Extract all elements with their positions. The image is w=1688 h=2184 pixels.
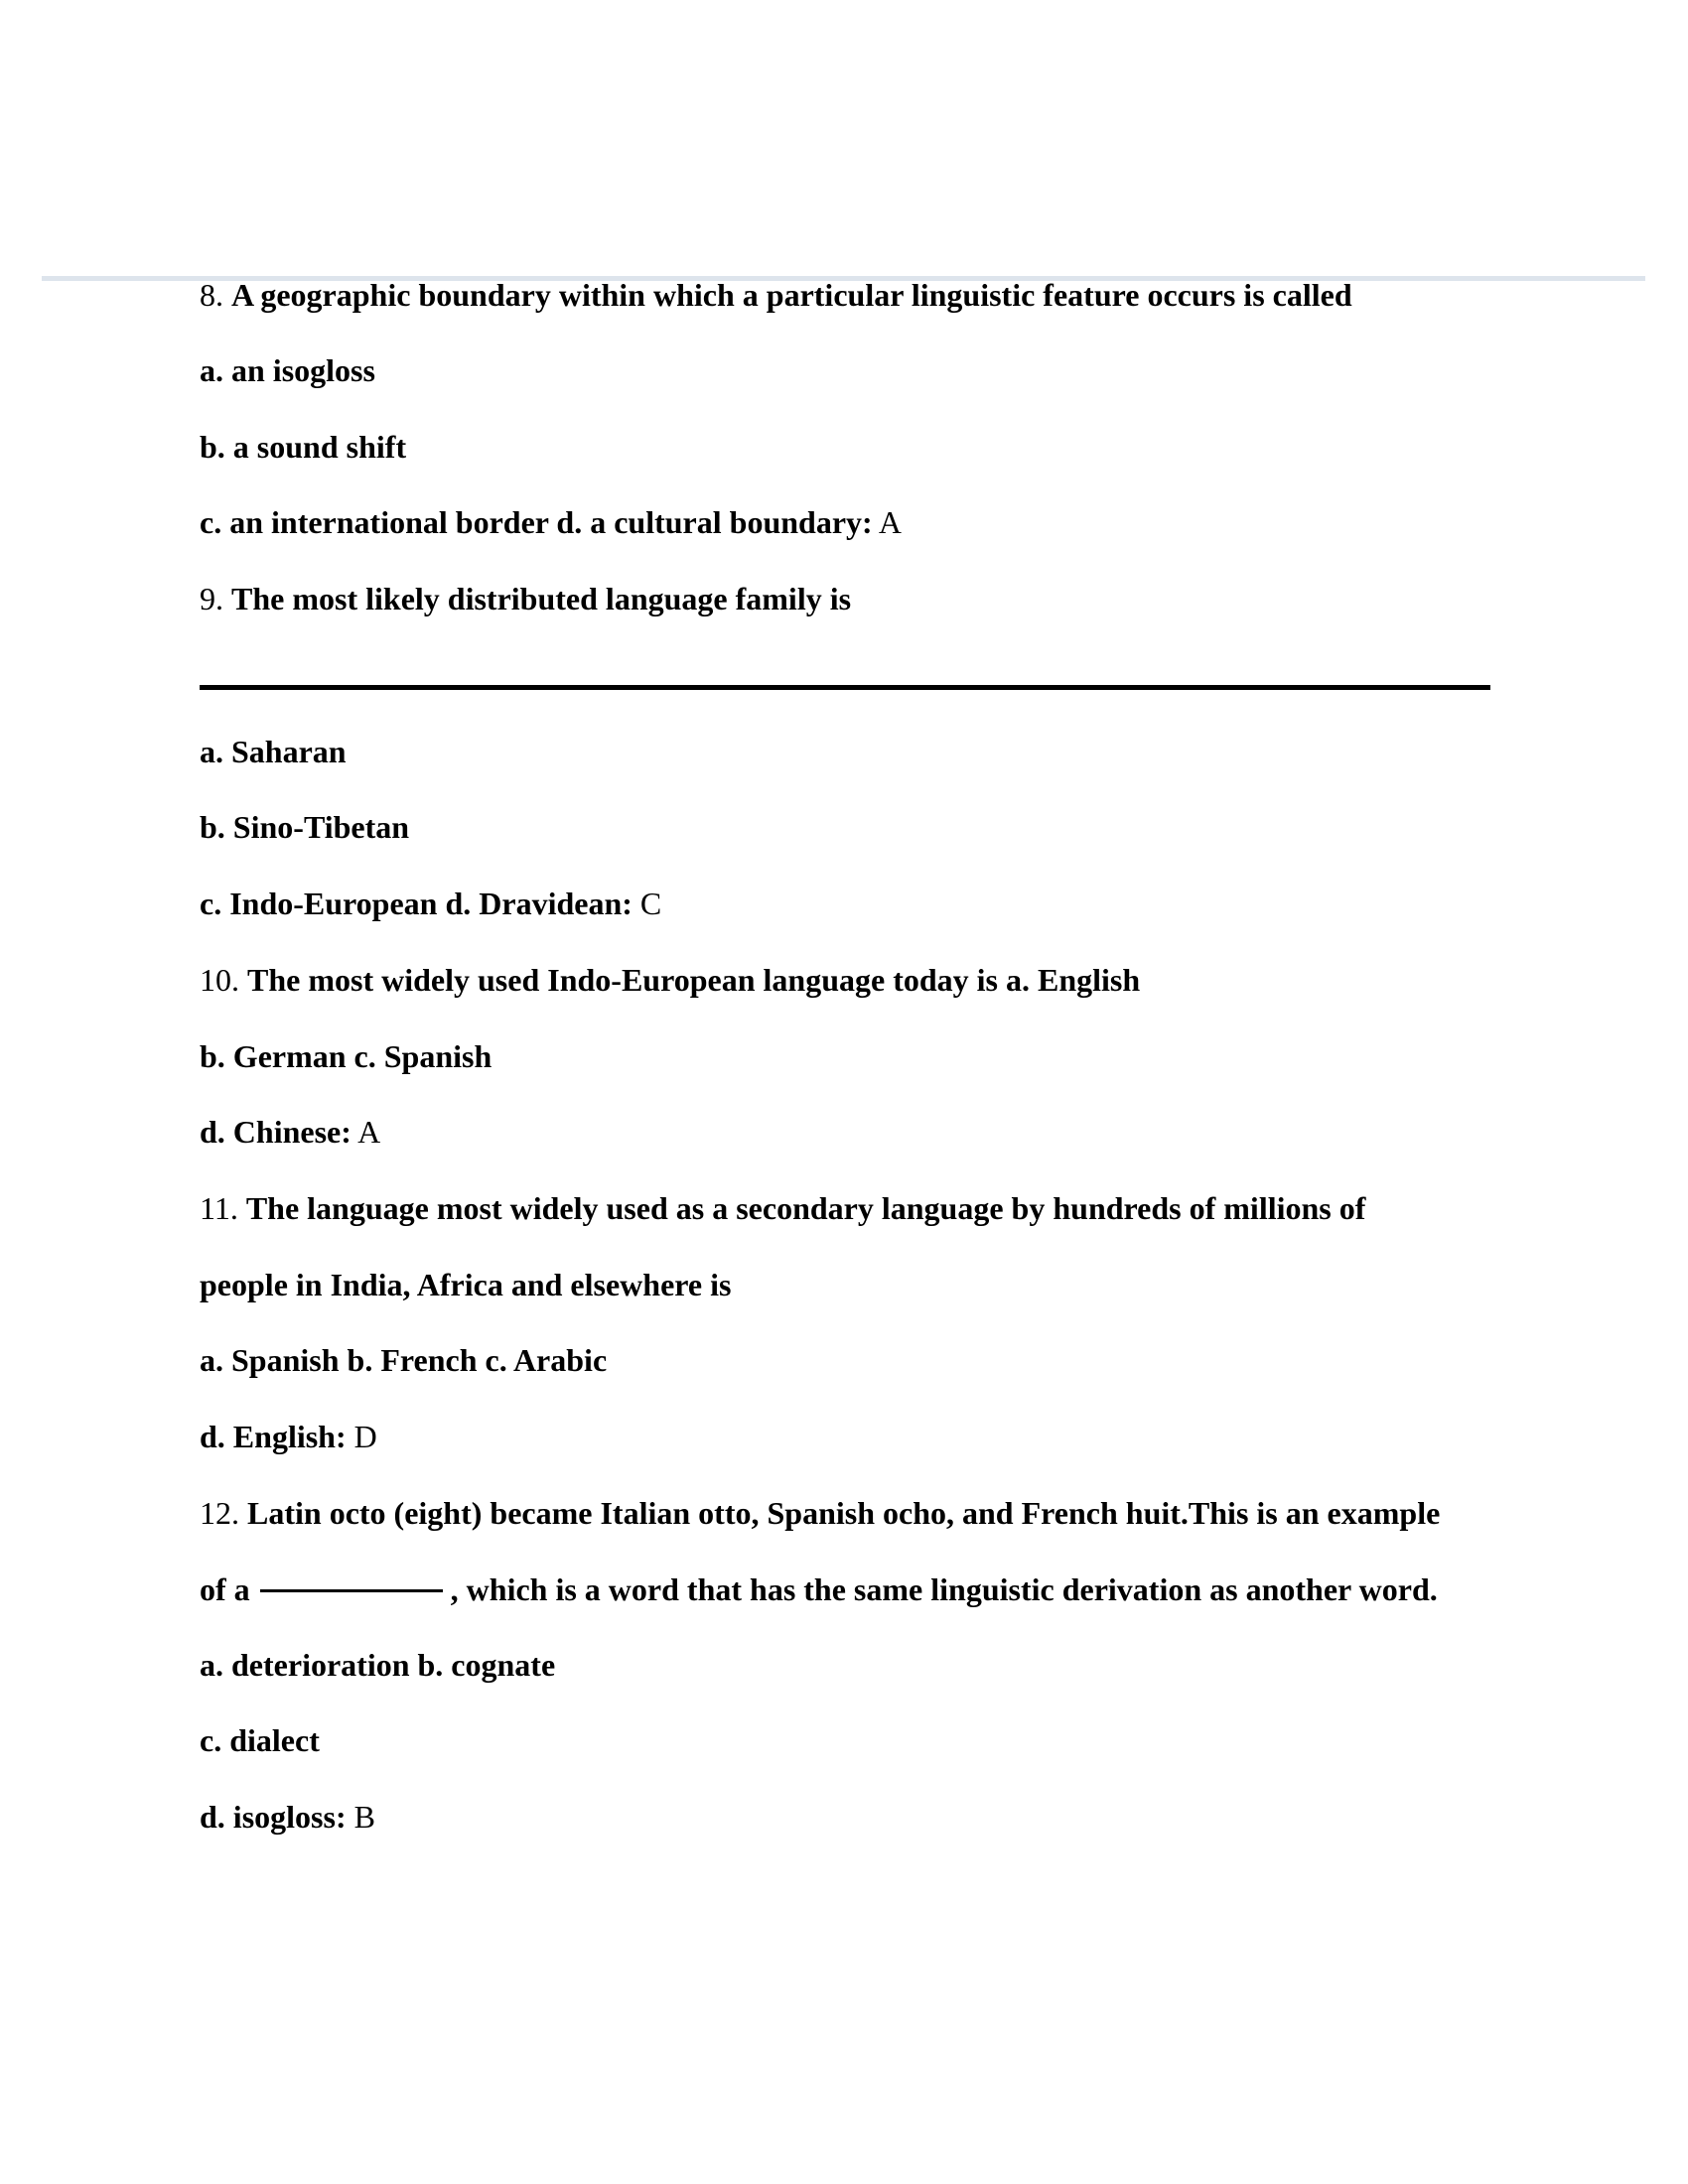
- question-9-stem: [200, 579, 851, 618]
- question-8-options-cd-text: c. an international border d. a cultural boundary:: [200, 504, 873, 540]
- question-10-option-d: [200, 1112, 380, 1152]
- question-9-options-cd: [200, 884, 661, 923]
- question-11-number: 11.: [200, 1190, 238, 1226]
- question-10-option-d-text: d. Chinese:: [200, 1114, 352, 1150]
- question-11-option-d-text: d. English:: [200, 1419, 347, 1454]
- question-12-text-post-blank: , which is a word that has the same linguistic derivation as another word.: [450, 1571, 1438, 1607]
- question-12-number: 12.: [200, 1495, 239, 1531]
- answer-blank-line: [200, 685, 1490, 690]
- question-11-answer: D: [353, 1419, 377, 1454]
- question-8-answer: A: [878, 504, 903, 540]
- question-10-number: 10.: [200, 962, 239, 998]
- question-8-text: A geographic boundary within which a particular linguistic feature occurs is called: [231, 277, 1352, 313]
- question-9-options-cd-text: c. Indo-European d. Dravidean:: [200, 886, 633, 921]
- question-11-stem: [200, 1188, 1365, 1228]
- question-11-options-abc: a. Spanish b. French c. Arabic: [200, 1342, 608, 1378]
- question-12-text-pre-blank: of a: [200, 1571, 250, 1607]
- question-12-text-line-2: [200, 1570, 1438, 1609]
- question-11-text-line-2: people in India, Africa and elsewhere is: [200, 1267, 732, 1302]
- question-12-option-d-text: d. isogloss:: [200, 1799, 347, 1835]
- question-12-answer: B: [353, 1799, 375, 1835]
- question-10-options-bc: b. German c. Spanish: [200, 1038, 492, 1074]
- question-9-answer: C: [639, 886, 662, 921]
- question-10-stem: [200, 960, 1140, 1000]
- question-8-options-cd: [200, 502, 902, 542]
- question-11-option-d: [200, 1417, 377, 1456]
- question-8-option-a: a. an isogloss: [200, 352, 375, 388]
- question-9-option-b: b. Sino-Tibetan: [200, 809, 410, 845]
- question-12-text-line-1: Latin octo (eight) became Italian otto, Spanish ocho, and French huit.This is an example: [247, 1495, 1441, 1531]
- question-8-stem: [200, 275, 1352, 315]
- question-12-option-c: c. dialect: [200, 1722, 320, 1758]
- question-8-option-b: b. a sound shift: [200, 429, 407, 465]
- question-9-text: The most likely distributed language family is: [231, 581, 852, 616]
- question-10-answer: A: [357, 1114, 381, 1150]
- question-12-stem: [200, 1493, 1440, 1533]
- question-9-option-a: a. Saharan: [200, 734, 347, 769]
- question-9-number: 9.: [200, 581, 223, 616]
- question-10-text: The most widely used Indo-European language today is a. English: [247, 962, 1141, 998]
- question-12-option-d: [200, 1797, 375, 1837]
- question-12-options-ab: a. deterioration b. cognate: [200, 1647, 556, 1683]
- question-8-number: 8.: [200, 277, 223, 313]
- fill-in-blank: [260, 1589, 443, 1592]
- question-11-text-line-1: The language most widely used as a secondary language by hundreds of millions of: [245, 1190, 1366, 1226]
